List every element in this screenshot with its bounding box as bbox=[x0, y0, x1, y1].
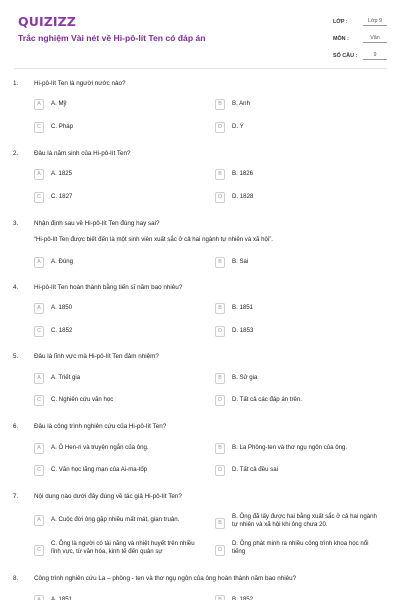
option-letter: B bbox=[215, 99, 225, 110]
question-number: 4. bbox=[13, 284, 19, 291]
option-text: D. 1853 bbox=[232, 327, 254, 334]
option-letter: B bbox=[215, 443, 225, 454]
option-letter: B bbox=[215, 595, 225, 600]
option-text: B. 1851 bbox=[232, 304, 254, 311]
meta-count-value: 9 bbox=[363, 52, 387, 60]
option-letter: D bbox=[215, 192, 225, 203]
meta-subject-value: Văn bbox=[363, 35, 387, 43]
option-text: B. Sai bbox=[232, 258, 249, 265]
option-letter: A bbox=[34, 373, 44, 384]
option-text: B. Sử gia bbox=[232, 374, 258, 381]
option-letter: B bbox=[215, 303, 225, 314]
question-number: 7. bbox=[13, 493, 19, 500]
option-letter: D bbox=[215, 122, 225, 133]
meta-subject-label: MÔN : bbox=[333, 35, 349, 42]
question-text: Hi-pô-lít Ten hoàn thành bằng tiến sĩ năm bao nhiêu? bbox=[34, 284, 183, 291]
option-text: D. Ông phát minh ra nhiều công trình khoa học nổi tiếng bbox=[232, 540, 369, 555]
option-letter: A bbox=[34, 99, 44, 110]
question-number: 2. bbox=[13, 150, 19, 157]
option-letter: A bbox=[34, 257, 44, 268]
question-text: Hi-pô-lít Ten là người nước nào? bbox=[34, 80, 126, 87]
option-letter: D bbox=[215, 465, 225, 476]
option-letter: C bbox=[34, 192, 44, 203]
question-text: Công trình nghiên cứu La – phông - ten và thơ ngụ ngôn của ông hoàn thành năm bao nhiêu? bbox=[34, 575, 297, 582]
option-text: B. Ông đã lấy được hai bằng xuất sắc ở cả hai ngành tự nhiên và xã hội khi ông chưa 20. bbox=[232, 513, 377, 528]
option-letter: C bbox=[34, 326, 44, 337]
question-text: Đâu là lĩnh vực mà Hi-pô-lít Ten đảm nhiệm? bbox=[34, 353, 159, 360]
option-text: B. Anh bbox=[232, 100, 250, 107]
option-letter: C bbox=[34, 465, 44, 476]
option-letter: C bbox=[34, 122, 44, 133]
option-text: A. 1850 bbox=[51, 304, 73, 311]
meta-grade-value: Lớp 9 bbox=[363, 18, 387, 26]
option-text: A. Đúng bbox=[51, 258, 74, 265]
option-text: D. Ý bbox=[232, 123, 244, 130]
option-text: A. Ô Hen-ri và truyện ngắn của ông. bbox=[51, 444, 149, 451]
question-statement: “Hi-pô-lít Ten được biết đến là một sinh viên xuất sắc ở cả hai ngành tự nhiên và xã hội”. bbox=[34, 236, 273, 243]
option-text: A. Mỹ bbox=[51, 100, 67, 107]
quizizz-logo: QUIZIZZ bbox=[18, 14, 76, 29]
option-letter: A bbox=[34, 303, 44, 314]
option-letter: A bbox=[34, 595, 44, 600]
option-text: A. 1851 bbox=[51, 596, 73, 600]
option-text: C. 1827 bbox=[51, 193, 73, 200]
option-text: B. La Phông-ten và thơ ngụ ngôn của ông. bbox=[232, 444, 348, 451]
option-letter: D bbox=[215, 326, 225, 337]
option-letter: D bbox=[215, 545, 225, 556]
question-number: 3. bbox=[13, 220, 19, 227]
meta-grade-label: LỚP : bbox=[333, 18, 348, 25]
option-text: A. 1825 bbox=[51, 170, 73, 177]
option-letter: B bbox=[215, 169, 225, 180]
option-letter: C bbox=[34, 545, 44, 556]
option-letter: D bbox=[215, 395, 225, 406]
option-text: C. Pháp bbox=[51, 123, 74, 130]
meta-count-label: SỐ CÂU : bbox=[333, 52, 358, 59]
option-letter: A bbox=[34, 443, 44, 454]
quiz-title: Trắc nghiệm Vài nét về Hi-pô-lít Ten có đáp án bbox=[18, 33, 206, 43]
question-text: Nội dung nào dưới đây đúng về tác giả Hi-pô-lít Ten? bbox=[34, 493, 182, 500]
question-number: 5. bbox=[13, 353, 19, 360]
question-text: Đâu là năm sinh của Hi-pô-lít Ten? bbox=[34, 150, 131, 157]
option-text: D. Tất cả các đáp án trên. bbox=[232, 396, 303, 403]
option-letter: C bbox=[34, 395, 44, 406]
option-text: D. 1828 bbox=[232, 193, 254, 200]
option-text: C. Văn học lãng mạn của Ai-ma-tốp bbox=[51, 466, 148, 473]
question-text: Đâu là công trình nghiên cứu của Hi-pô-lít Ten? bbox=[34, 423, 167, 430]
option-text: C. Ông là người có tài năng và nhiệt huyết trên nhiều lĩnh vực, từ văn hóa, kinh tế đến quân sự bbox=[51, 540, 195, 555]
question-text: Nhận định sau về Hi-pô-lít Ten đúng hay sai? bbox=[34, 220, 160, 227]
option-text: A. Cuộc đời ông gặp nhiều mất mát, gian truân. bbox=[51, 516, 180, 523]
option-text: B. 1852 bbox=[232, 596, 254, 600]
option-text: C. Nghiên cứu văn học bbox=[51, 396, 114, 403]
option-text: A. Triết gia bbox=[51, 374, 81, 381]
option-letter: B bbox=[215, 373, 225, 384]
option-letter: A bbox=[34, 515, 44, 526]
question-number: 8. bbox=[13, 575, 19, 582]
option-letter: B bbox=[215, 518, 225, 529]
option-text: C. 1852 bbox=[51, 327, 73, 334]
question-number: 1. bbox=[13, 80, 19, 87]
option-text: D. Tất cả đều sai bbox=[232, 466, 278, 473]
option-letter: B bbox=[215, 257, 225, 268]
question-number: 6. bbox=[13, 423, 19, 430]
option-letter: A bbox=[34, 169, 44, 180]
option-text: B. 1826 bbox=[232, 170, 254, 177]
